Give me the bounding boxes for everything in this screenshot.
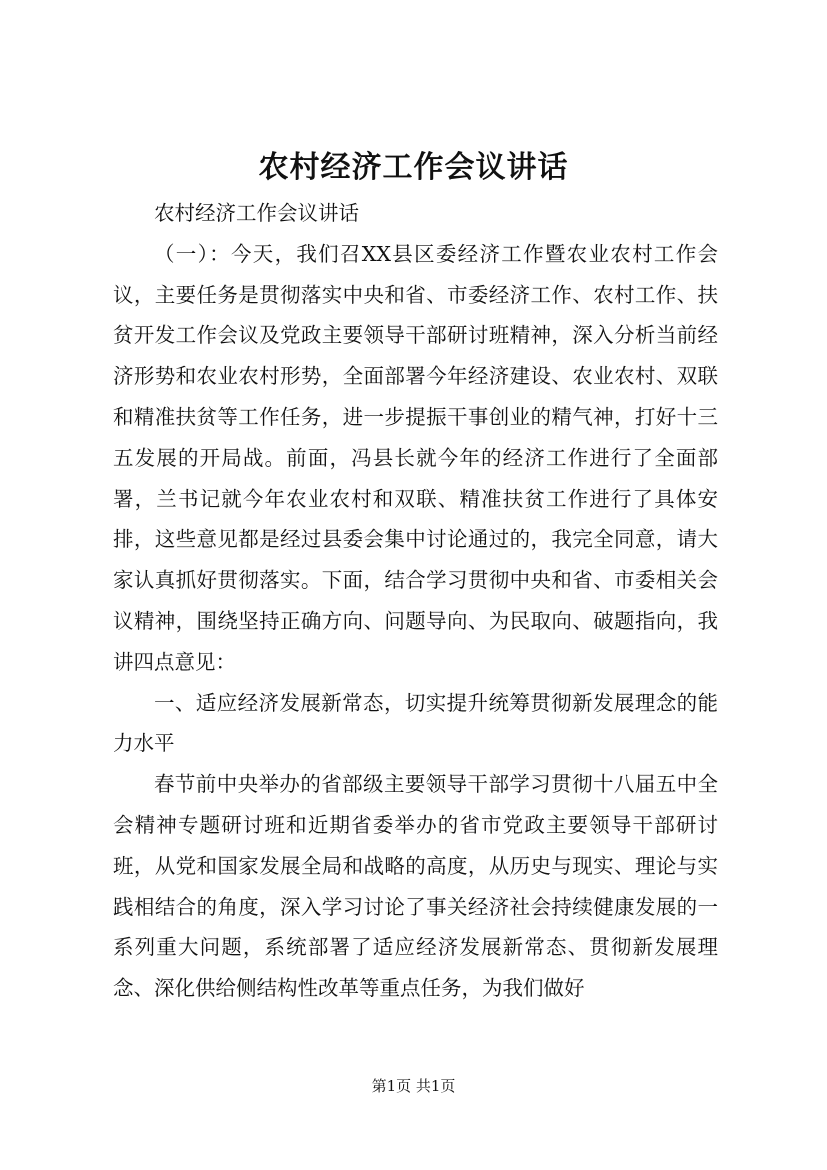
paragraph-intro: （一）：今天，我们召XX县区委经济工作暨农业农村工作会议，主要任务是贯彻落实中央和省、市委经济工作、农村工作、扶贫开发工作会议及党政主要领导干部研讨班精神，深入分析当前经济形势和农业农村形势，全面部署今年经济建设、农业农村、双联和精准扶贫等工作任务，进一步提振干事创业的精气神，打好十三五发展的开局战。前面，冯县长就今年的经济工作进行了全面部署，兰书记就今年农业农村和双联、精准扶贫工作进行了具体安排，这些意见都是经过县委会集中讨论通过的，我完全同意，请大家认真抓好贯彻落实。下面，结合学习贯彻中央和省、市委相关会议精神，围绕坚持正确方向、问题导向、为民取向、破题指向，我讲四点意见： bbox=[113, 241, 718, 674]
section-heading-1: 一、适应经济发展新常态，切实提升统筹贯彻新发展理念的能力水平 bbox=[113, 690, 718, 756]
document-body bbox=[113, 193, 718, 1009]
paragraph-subtitle: 农村经济工作会议讲话 bbox=[154, 201, 359, 225]
page-footer: 第1页 共1页 bbox=[371, 1077, 456, 1095]
document-title: 农村经济工作会议讲话 bbox=[258, 150, 569, 185]
paragraph-section-1: 春节前中央举办的省部级主要领导干部学习贯彻十八届五中全会精神专题研讨班和近期省委举办的省市党政主要领导干部研讨班，从党和国家发展全局和战略的高度，从历史与现实、理论与实践相结合的角度，深入学习讨论了事关经济社会持续健康发展的一系列重大问题，系统部署了适应经济发展新常态、贯彻新发展理念、深化供给侧结构性改革等重点任务，为我们做好 bbox=[113, 772, 718, 1001]
